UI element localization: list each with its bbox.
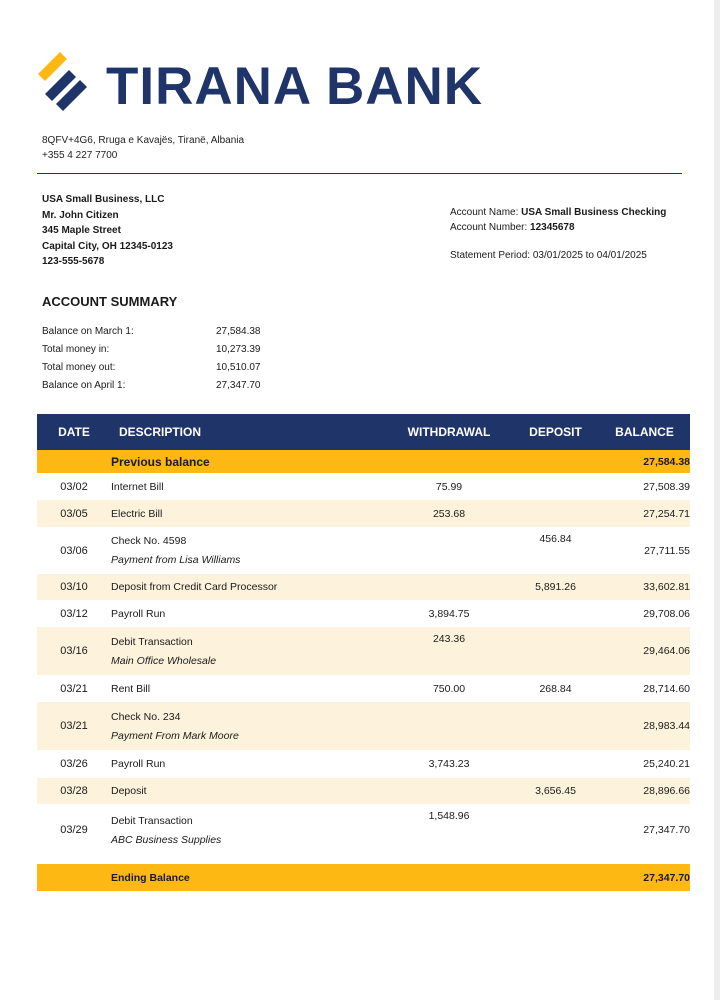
table-row bbox=[37, 600, 690, 627]
col-balance-header: BALANCE bbox=[599, 414, 690, 450]
table-row bbox=[37, 804, 690, 856]
page-edge bbox=[714, 0, 720, 1000]
summary-label: Total money in: bbox=[42, 343, 110, 355]
table-header-row bbox=[37, 414, 690, 450]
period-value: 03/01/2025 to 04/01/2025 bbox=[532, 250, 647, 261]
row-withdrawal bbox=[386, 527, 512, 574]
bank-address bbox=[42, 133, 244, 163]
table-row bbox=[37, 750, 690, 778]
statement-period bbox=[450, 250, 647, 261]
row-description-cell bbox=[111, 527, 386, 574]
account-number-label: Account Number: bbox=[450, 222, 528, 233]
row-description: Deposit bbox=[111, 778, 386, 804]
row-deposit: 456.84 bbox=[539, 533, 572, 545]
row-deposit bbox=[512, 600, 599, 627]
customer-block bbox=[42, 192, 173, 270]
row-description: Check No. 4598 bbox=[111, 535, 187, 547]
row-deposit: 3,656.45 bbox=[512, 778, 599, 804]
row-date: 03/05 bbox=[37, 500, 111, 527]
row-withdrawal: 3,894.75 bbox=[428, 607, 470, 620]
previous-balance-label: Previous balance bbox=[111, 450, 386, 473]
row-deposit bbox=[512, 473, 599, 500]
row-deposit bbox=[512, 804, 599, 856]
table-row bbox=[37, 574, 690, 600]
row-balance: 27,508.39 bbox=[643, 480, 690, 493]
row-description-cell bbox=[111, 804, 386, 856]
customer-city: Capital City, OH 12345-0123 bbox=[42, 240, 173, 252]
row-balance: 27,254.71 bbox=[599, 500, 690, 527]
row-description-cell bbox=[111, 627, 386, 675]
summary-label: Total money out: bbox=[42, 361, 116, 373]
previous-balance-row bbox=[37, 450, 690, 473]
bank-phone: +355 4 227 7700 bbox=[42, 150, 118, 161]
customer-street: 345 Maple Street bbox=[42, 225, 121, 236]
row-withdrawal: 3,743.23 bbox=[428, 758, 470, 770]
period-label: Statement Period: bbox=[450, 250, 531, 261]
account-summary bbox=[42, 322, 276, 394]
row-balance: 27,711.55 bbox=[644, 544, 690, 557]
col-description-header: DESCRIPTION bbox=[111, 414, 386, 450]
row-deposit: 5,891.26 bbox=[512, 574, 599, 600]
row-sub-description: Payment from Lisa Williams bbox=[111, 554, 241, 566]
row-balance: 28,983.44 bbox=[599, 702, 690, 750]
table-row bbox=[37, 473, 690, 500]
bank-logo bbox=[36, 52, 483, 120]
account-name-label: Account Name: bbox=[450, 207, 519, 218]
row-deposit bbox=[512, 627, 599, 675]
account-name-value: USA Small Business Checking bbox=[521, 207, 667, 218]
row-deposit: 268.84 bbox=[539, 682, 572, 695]
row-date: 03/02 bbox=[60, 480, 88, 493]
bank-name: TIRANA BANK bbox=[106, 56, 484, 116]
row-description: Debit Transaction bbox=[111, 814, 193, 827]
summary-row bbox=[42, 340, 276, 358]
row-balance: 29,708.06 bbox=[643, 607, 690, 620]
row-description: Electric Bill bbox=[111, 500, 386, 527]
table-row bbox=[37, 675, 690, 702]
row-withdrawal: 253.68 bbox=[386, 500, 512, 527]
row-description: Payroll Run bbox=[111, 607, 166, 620]
spacer-row bbox=[37, 856, 690, 864]
table-row bbox=[37, 500, 690, 527]
row-date: 03/06 bbox=[60, 544, 88, 557]
summary-row bbox=[42, 376, 276, 394]
row-description: Payroll Run bbox=[111, 758, 166, 770]
col-withdrawal-header: WITHDRAWAL bbox=[386, 414, 512, 450]
ending-balance-value: 27,347.70 bbox=[599, 864, 690, 891]
col-date-header: DATE bbox=[37, 414, 111, 450]
customer-contact: Mr. John Citizen bbox=[42, 209, 119, 221]
row-withdrawal: 243.36 bbox=[386, 627, 512, 675]
row-date: 03/26 bbox=[60, 758, 88, 770]
table-row bbox=[37, 702, 690, 750]
row-description-cell bbox=[111, 702, 386, 750]
row-description: Check No. 234 bbox=[111, 710, 181, 723]
stripes-logo-icon bbox=[36, 52, 92, 120]
ending-balance-label: Ending Balance bbox=[111, 864, 386, 891]
row-balance: 33,602.81 bbox=[599, 574, 690, 600]
row-date: 03/21 bbox=[60, 682, 88, 695]
row-date: 03/29 bbox=[60, 824, 88, 836]
header-divider bbox=[37, 173, 682, 174]
row-deposit bbox=[512, 500, 599, 527]
row-deposit bbox=[512, 702, 599, 750]
row-description: Deposit from Credit Card Processor bbox=[111, 574, 386, 600]
row-date: 03/16 bbox=[37, 627, 111, 675]
col-deposit-header: DEPOSIT bbox=[512, 414, 599, 450]
row-date: 03/21 bbox=[37, 702, 111, 750]
bank-address-line: 8QFV+4G6, Rruga e Kavajës, Tiranë, Albania bbox=[42, 135, 245, 146]
summary-value: 10,510.07 bbox=[216, 361, 261, 373]
row-balance: 28,896.66 bbox=[599, 778, 690, 804]
row-sub-description: Main Office Wholesale bbox=[111, 654, 217, 667]
table-row bbox=[37, 627, 690, 675]
row-description: Internet Bill bbox=[111, 480, 164, 493]
row-date: 03/28 bbox=[37, 778, 111, 804]
summary-label: Balance on March 1: bbox=[42, 325, 134, 337]
row-date: 03/12 bbox=[60, 607, 88, 620]
summary-row bbox=[42, 358, 276, 376]
account-number-value: 12345678 bbox=[530, 222, 575, 233]
summary-value: 27,347.70 bbox=[216, 379, 261, 391]
row-sub-description: ABC Business Supplies bbox=[111, 833, 222, 846]
customer-company: USA Small Business, LLC bbox=[42, 194, 165, 205]
row-description: Debit Transaction bbox=[111, 635, 193, 648]
table-row bbox=[37, 778, 690, 804]
row-balance: 27,347.70 bbox=[643, 824, 690, 836]
row-withdrawal: 75.99 bbox=[435, 480, 463, 493]
row-description: Rent Bill bbox=[111, 682, 151, 695]
table-row bbox=[37, 527, 690, 574]
summary-label: Balance on April 1: bbox=[42, 379, 126, 391]
previous-balance-value: 27,584.38 bbox=[599, 450, 690, 473]
row-withdrawal bbox=[386, 778, 512, 804]
customer-phone: 123-555-5678 bbox=[42, 256, 105, 267]
row-withdrawal: 750.00 bbox=[432, 682, 466, 695]
ending-balance-row bbox=[37, 864, 690, 891]
row-deposit bbox=[512, 750, 599, 778]
account-info bbox=[450, 205, 666, 235]
summary-row bbox=[42, 322, 276, 340]
row-balance: 28,714.60 bbox=[643, 682, 690, 695]
row-balance: 25,240.21 bbox=[643, 758, 690, 770]
summary-value: 10,273.39 bbox=[216, 343, 261, 355]
row-withdrawal bbox=[386, 574, 512, 600]
row-withdrawal: 1,548.96 bbox=[428, 810, 470, 822]
row-sub-description: Payment From Mark Moore bbox=[111, 729, 239, 742]
row-date: 03/10 bbox=[37, 574, 111, 600]
summary-value: 27,584.38 bbox=[216, 325, 261, 337]
account-summary-title: ACCOUNT SUMMARY bbox=[42, 294, 178, 309]
row-withdrawal bbox=[386, 702, 512, 750]
transactions-table bbox=[37, 414, 690, 891]
row-balance: 29,464.06 bbox=[599, 627, 690, 675]
